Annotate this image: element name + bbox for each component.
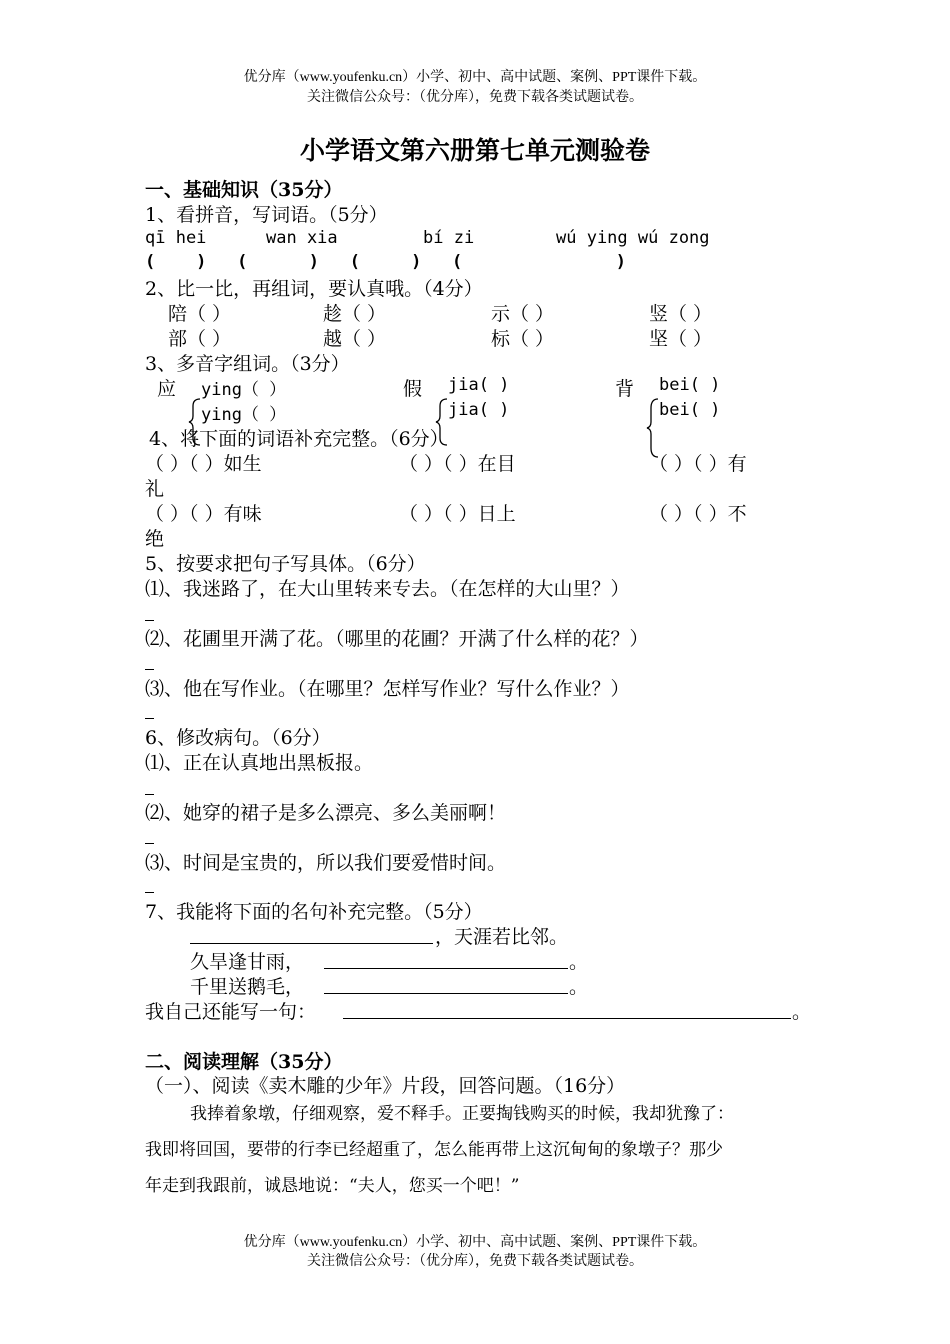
q7-line-4-end: 。 [792,1001,812,1023]
reading-part-1-prompt: （一）、阅读《卖木雕的少年》片段，回答问题。（16分） [145,1075,626,1097]
q3-char-2: 假 [403,378,423,400]
q7-answer-line-1[interactable] [190,943,433,944]
answer-line[interactable] [145,794,154,795]
q6-prompt: 6、修改病句。（6分） [145,727,331,749]
q4-item-2[interactable]: （ ）（ ）在目 [399,453,516,475]
q3-blank-1b[interactable]: ying（ ） [201,405,287,425]
q2-item-3[interactable]: 示（ ） [491,303,555,325]
q4-item-6-wrap: 绝 [145,528,165,550]
q2-item-4[interactable]: 竖（ ） [649,303,713,325]
passage-line-1: 我捧着象墩，仔细观察，爱不释手。正要掏钱购买的时候，我却犹豫了： [190,1104,734,1124]
q4-item-3[interactable]: （ ）（ ）有 [649,453,747,475]
q6-item-1: ⑴、正在认真地出黑板报。 [145,752,374,774]
q3-prompt: 3、多音字组词。（3分） [145,353,350,375]
q3-char-3: 背 [615,378,635,400]
q7-line-1-end: ，天涯若比邻。 [435,926,569,948]
q1-pinyin-1: qī hei [145,228,207,248]
q6-item-3: ⑶、时间是宝贵的，所以我们要爱惜时间。 [145,852,507,874]
q2-item-7[interactable]: 标（ ） [491,328,555,350]
passage-line-3: 年走到我跟前，诚恳地说：“夫人，您买一个吧！” [145,1176,520,1196]
q2-item-2[interactable]: 趁（ ） [323,303,387,325]
q2-prompt: 2、比一比，再组词，要认真哦。（4分） [145,278,483,300]
q6-item-2: ⑵、她穿的裙子是多么漂亮、多么美丽啊！ [145,802,507,824]
q7-line-3-end: 。 [569,976,589,998]
q3-blank-3a[interactable]: bei( ) [659,375,721,395]
section-2-heading: 二、阅读理解（35分） [145,1051,343,1073]
q5-item-2: ⑵、花圃里开满了花。（哪里的花圃？开满了什么样的花？） [145,628,649,650]
answer-line[interactable] [145,669,154,670]
q2-item-8[interactable]: 坚（ ） [649,328,713,350]
q3-blank-1a[interactable]: ying（ ） [201,380,287,400]
q1-answer-blanks[interactable]: ( ) ( ) ( ) ( ) [145,252,627,272]
q2-item-1[interactable]: 陪（ ） [168,303,232,325]
header-line-1: 优分库（www.youfenku.cn）小学、初中、高中试题、案例、PPT课件下载。 [243,70,707,85]
q7-answer-line-4[interactable] [343,1018,791,1019]
q3-blank-3b[interactable]: bei( ) [659,400,721,420]
q7-line-4-start: 我自己还能写一句： [145,1001,317,1023]
q3-blank-2a[interactable]: jia( ) [448,375,510,395]
q7-line-2-end: 。 [569,951,589,973]
q5-item-1: ⑴、我迷路了，在大山里转来专去。（在怎样的大山里？） [145,578,630,600]
page-title: 小学语文第六册第七单元测验卷 [299,136,650,165]
q1-pinyin-3: bí zi [423,228,475,248]
q4-item-6[interactable]: （ ）（ ）不 [649,503,747,525]
q4-item-5[interactable]: （ ）（ ）日上 [399,503,516,525]
q7-line-2-start: 久旱逢甘雨， [190,951,305,973]
q1-prompt: 1、看拼音，写词语。（5分） [145,204,388,226]
q3-blank-2b[interactable]: jia( ) [448,400,510,420]
q4-prompt: 4、将下面的词语补充完整。（6分） [149,428,449,450]
q1-pinyin-4: wú ying wú zong [556,228,710,248]
q7-prompt: 7、我能将下面的名句补充完整。（5分） [145,901,483,923]
q3-char-1: 应 [157,378,177,400]
q4-item-3-wrap: 礼 [145,478,165,500]
answer-line[interactable] [145,892,154,893]
q1-pinyin-2: wan xia [266,228,338,248]
answer-line[interactable] [145,843,154,844]
answer-line[interactable] [145,620,154,621]
q2-item-5[interactable]: 部（ ） [168,328,232,350]
passage-line-2: 我即将回国，要带的行李已经超重了，怎么能再带上这沉甸甸的象墩子？那少 [145,1140,723,1160]
q7-answer-line-3[interactable] [324,993,568,994]
q5-item-3: ⑶、他在写作业。（在哪里？怎样写作业？写什么作业？） [145,678,630,700]
header-line-2: 关注微信公众号：（优分库），免费下载各类试题试卷。 [307,90,643,105]
footer-line-2: 关注微信公众号：（优分库），免费下载各类试题试卷。 [307,1254,643,1269]
section-1-heading: 一、基础知识（35分） [145,179,343,201]
q4-item-4[interactable]: （ ）（ ）有味 [145,503,262,525]
answer-line[interactable] [145,718,154,719]
footer-line-1: 优分库（www.youfenku.cn）小学、初中、高中试题、案例、PPT课件下载。 [243,1235,707,1250]
q4-item-1[interactable]: （ ）（ ）如生 [145,453,262,475]
q7-answer-line-2[interactable] [324,968,568,969]
q2-item-6[interactable]: 越（ ） [323,328,387,350]
q7-line-3-start: 千里送鹅毛， [190,976,305,998]
q5-prompt: 5、按要求把句子写具体。（6分） [145,553,426,575]
